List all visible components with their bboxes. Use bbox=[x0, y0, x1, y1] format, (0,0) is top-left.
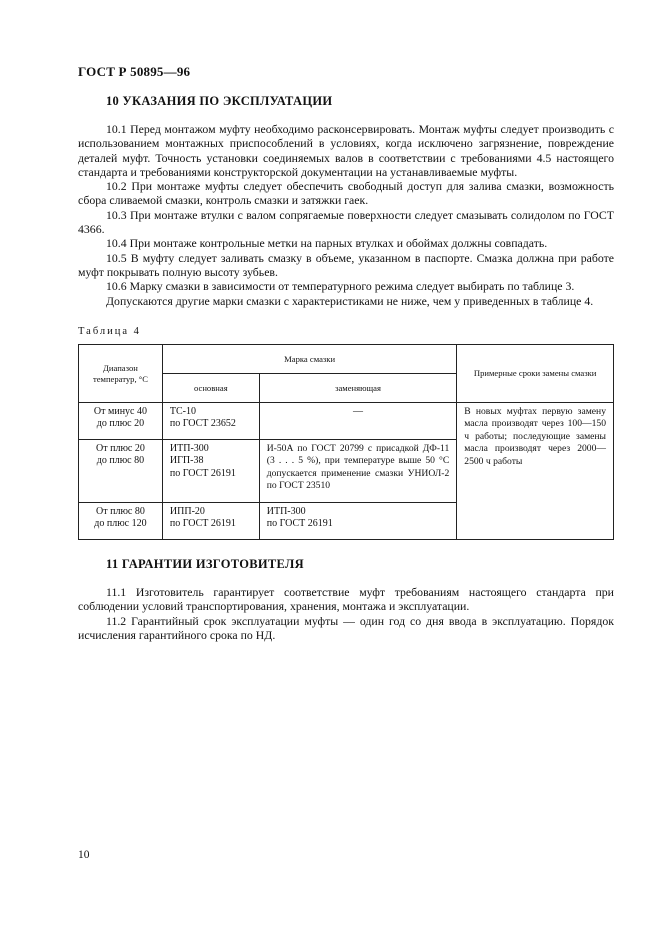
cell-temp: От минус 40 до плюс 20 bbox=[79, 403, 163, 440]
cell-main: ИТП-300 ИГП-38 по ГОСТ 26191 bbox=[162, 440, 259, 503]
paragraph-10-3: 10.3 При монтаже втулки с валом сопрягаемые поверхности следует смазывать солидолом по ГОСТ 4366. bbox=[78, 207, 614, 237]
paragraph-10-5: 10.5 В муфту следует заливать смазку в объеме, указанном в паспорте. Смазка должна при работе муфт покрывать полную высоту зубьев. bbox=[78, 250, 614, 279]
cell-main: ИПП-20 по ГОСТ 26191 bbox=[162, 503, 259, 540]
section-10-title: 10 УКАЗАНИЯ ПО ЭКСПЛУАТАЦИИ bbox=[106, 94, 333, 108]
header-grade: Марка смазки bbox=[162, 345, 456, 374]
paragraph-10-4: 10.4 При монтаже контрольные метки на парных втулках и обоймах должны совпадать. bbox=[106, 236, 548, 251]
header-substitute: заменяющая bbox=[259, 374, 457, 403]
header-main: основная bbox=[162, 374, 259, 403]
cell-substitute: — bbox=[259, 403, 457, 440]
paragraph-10-6: 10.6 Марку смазки в зависимости от температурного режима следует выбирать по таблице 3. bbox=[106, 279, 575, 294]
cell-temp: От плюс 20 до плюс 80 bbox=[79, 440, 163, 503]
cell-substitute: И-50А по ГОСТ 20799 с присадкой ДФ-11 (3 . . . 5 %), при температуре выше 50 °С допускается применение смазки УНИОЛ-2 по ГОСТ 23510 bbox=[259, 440, 457, 503]
cell-main: ТС-10 по ГОСТ 23652 bbox=[162, 403, 259, 440]
paragraph-11-2: 11.2 Гарантийный срок эксплуатации муфты — один год со дня ввода в эксплуатацию. Порядок исчисления гарантийного срока по НД. bbox=[78, 613, 614, 642]
table-row bbox=[79, 403, 614, 440]
document-id: ГОСТ Р 50895—96 bbox=[78, 64, 191, 79]
cell-replacement-period: В новых муфтах первую замену масла производят через 100—150 ч работы; последующие замены масла производят через 2000—2500 ч работы bbox=[457, 403, 614, 540]
section-10-body bbox=[78, 122, 614, 308]
section-11-body bbox=[78, 585, 614, 642]
paragraph-11-1: 11.1 Изготовитель гарантирует соответствие муфт требованиям настоящего стандарта при соблюдении условий транспортирования, хранения, монтажа и эксплуатации. bbox=[78, 585, 614, 614]
paragraph-10-1: 10.1 Перед монтажом муфту необходимо расконсервировать. Монтаж муфты следует производить с использованием монтажных приспособлений в условиях, когда исключено загрязнение, повреждение деталей муфт. Точность установки соединяемых валов в соответствии с требованиями 4.5 настоящего стандарта и требованиями конструкторской документации на устанавливаемые муфты. bbox=[78, 122, 614, 179]
header-temp-range: Диапазон температур, °С bbox=[79, 345, 163, 403]
table-4 bbox=[78, 344, 614, 540]
section-11-title: 11 ГАРАНТИИ ИЗГОТОВИТЕЛЯ bbox=[106, 557, 304, 571]
cell-temp: От плюс 80 до плюс 120 bbox=[79, 503, 163, 540]
cell-substitute: ИТП-300 по ГОСТ 26191 bbox=[259, 503, 457, 540]
page-number: 10 bbox=[78, 849, 90, 861]
table-4-caption: Таблица 4 bbox=[78, 326, 141, 337]
header-replacement-period: Примерные сроки замены смазки bbox=[457, 345, 614, 403]
paragraph-10-2: 10.2 При монтаже муфты следует обеспечить свободный доступ для залива смазки, возможность сбора сливаемой смазки, контроль смазки и затяжки гаек. bbox=[78, 179, 614, 208]
paragraph-10-6-note: Допускаются другие марки смазки с характеристиками не ниже, чем у приведенных в таблице 4. bbox=[106, 293, 594, 308]
